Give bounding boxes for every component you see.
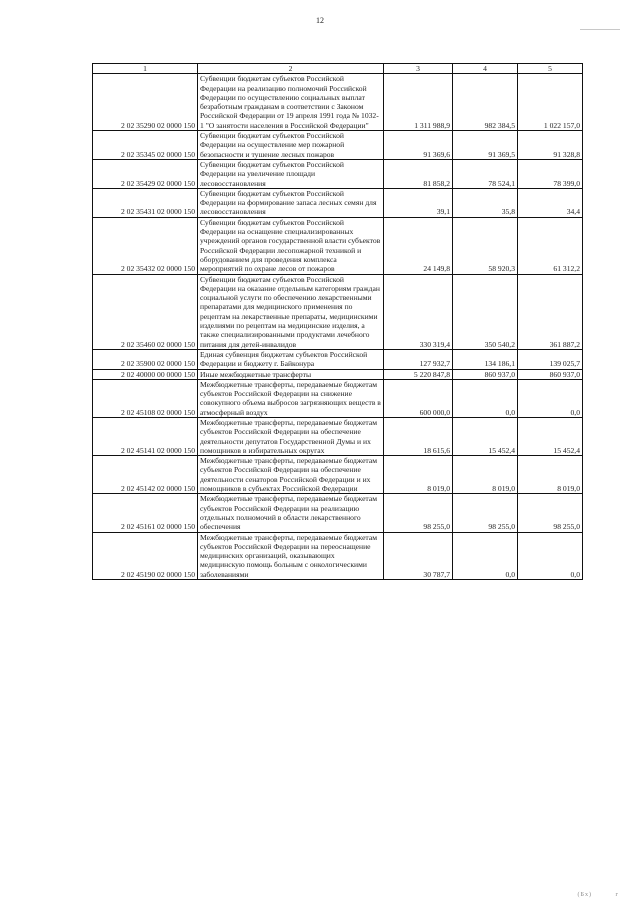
budget-description: Субвенции бюджетам субъектов Российской Федерации на увеличение площади лесовосстановления	[198, 159, 384, 188]
budget-code: 2 02 35900 02 0000 150	[93, 349, 198, 369]
budget-description: Субвенции бюджетам субъектов Российской Федерации на оснащение специализированных учреждений органов государственной власти субъектов Российской Федерации лесопожарной техникой и оборудованием для проведения комплекса мероприятий по охране лесов от пожаров	[198, 217, 384, 274]
amount-col-3: 5 220 847,8	[384, 369, 453, 379]
budget-code: 2 02 35429 02 0000 150	[93, 159, 198, 188]
amount-col-4: 134 186,1	[453, 349, 518, 369]
amount-col-4: 0,0	[453, 379, 518, 417]
amount-col-5: 8 019,0	[518, 456, 583, 494]
amount-col-3: 1 311 988,9	[384, 74, 453, 131]
budget-code: 2 02 45108 02 0000 150	[93, 379, 198, 417]
amount-col-5: 34,4	[518, 188, 583, 217]
budget-code: 2 02 45190 02 0000 150	[93, 532, 198, 579]
footer-scan-mark: (Бх)	[577, 892, 592, 898]
amount-col-3: 81 858,2	[384, 159, 453, 188]
budget-table	[92, 63, 583, 580]
footer-corner-mark: г	[615, 892, 618, 898]
header-col-3: 3	[384, 64, 453, 74]
budget-description: Субвенции бюджетам субъектов Российской Федерации на осуществление мер пожарной безопасности и тушение лесных пожаров	[198, 131, 384, 160]
amount-col-3: 18 615,6	[384, 417, 453, 455]
table-row	[93, 379, 583, 417]
table-row	[93, 532, 583, 579]
budget-description: Межбюджетные трансферты, передаваемые бюджетам субъектов Российской Федерации на обеспечение деятельности сенаторов Российской Федерации и их помощников в субъектах Российской Федерации	[198, 456, 384, 494]
header-col-1: 1	[93, 64, 198, 74]
budget-code: 2 02 45141 02 0000 150	[93, 417, 198, 455]
budget-description: Субвенции бюджетам субъектов Российской Федерации на реализацию полномочий Российской Федерации по осуществлению социальных выплат безработным гражданам в соответствии с Законом Российской Федерации от 19 апреля 1991 года № 1032-1 "О занятости населения в Российской Федерации"	[198, 74, 384, 131]
budget-code: 2 02 35345 02 0000 150	[93, 131, 198, 160]
budget-description: Межбюджетные трансферты, передаваемые бюджетам субъектов Российской Федерации на переоснащение медицинских организаций, оказывающих медицинскую помощь больным с онкологическими заболеваниями	[198, 532, 384, 579]
amount-col-4: 35,8	[453, 188, 518, 217]
amount-col-5: 15 452,4	[518, 417, 583, 455]
amount-col-3: 30 787,7	[384, 532, 453, 579]
amount-col-5: 61 312,2	[518, 217, 583, 274]
amount-col-4: 0,0	[453, 532, 518, 579]
amount-col-3: 600 000,0	[384, 379, 453, 417]
budget-code: 2 02 35431 02 0000 150	[93, 188, 198, 217]
budget-description: Межбюджетные трансферты, передаваемые бюджетам субъектов Российской Федерации на реализацию отдельных полномочий в области лекарственного обеспечения	[198, 494, 384, 532]
header-col-2: 2	[198, 64, 384, 74]
amount-col-3: 127 932,7	[384, 349, 453, 369]
amount-col-3: 24 149,8	[384, 217, 453, 274]
table-row	[93, 274, 583, 349]
amount-col-4: 860 937,0	[453, 369, 518, 379]
table-row	[93, 159, 583, 188]
table-row	[93, 417, 583, 455]
amount-col-4: 982 384,5	[453, 74, 518, 131]
amount-col-5: 139 025,7	[518, 349, 583, 369]
amount-col-3: 39,1	[384, 188, 453, 217]
amount-col-4: 8 019,0	[453, 456, 518, 494]
budget-code: 2 02 35432 02 0000 150	[93, 217, 198, 274]
header-col-5: 5	[518, 64, 583, 74]
table-row	[93, 349, 583, 369]
amount-col-4: 78 524,1	[453, 159, 518, 188]
table-row	[93, 494, 583, 532]
table-row	[93, 456, 583, 494]
corner-scan-mark	[580, 29, 620, 30]
header-col-4: 4	[453, 64, 518, 74]
amount-col-4: 15 452,4	[453, 417, 518, 455]
budget-description: Межбюджетные трансферты, передаваемые бюджетам субъектов Российской Федерации на обеспечение деятельности депутатов Государственной Думы и их помощников в избирательных округах	[198, 417, 384, 455]
table-row	[93, 217, 583, 274]
table-row	[93, 188, 583, 217]
amount-col-4: 350 540,2	[453, 274, 518, 349]
budget-description: Иные межбюджетные трансферты	[198, 369, 384, 379]
page-number: 12	[316, 16, 324, 25]
amount-col-5: 860 937,0	[518, 369, 583, 379]
budget-code: 2 02 40000 00 0000 150	[93, 369, 198, 379]
budget-code: 2 02 35460 02 0000 150	[93, 274, 198, 349]
amount-col-3: 98 255,0	[384, 494, 453, 532]
amount-col-4: 58 920,3	[453, 217, 518, 274]
budget-description: Субвенции бюджетам субъектов Российской Федерации на формирование запаса лесных семян для лесовосстановления	[198, 188, 384, 217]
amount-col-5: 1 022 157,0	[518, 74, 583, 131]
table-row	[93, 131, 583, 160]
budget-code: 2 02 45161 02 0000 150	[93, 494, 198, 532]
amount-col-5: 78 399,0	[518, 159, 583, 188]
budget-description: Единая субвенция бюджетам субъектов Российской Федерации и бюджету г. Байконура	[198, 349, 384, 369]
amount-col-5: 98 255,0	[518, 494, 583, 532]
amount-col-3: 8 019,0	[384, 456, 453, 494]
amount-col-3: 91 369,6	[384, 131, 453, 160]
amount-col-5: 361 887,2	[518, 274, 583, 349]
amount-col-5: 0,0	[518, 379, 583, 417]
budget-description: Субвенции бюджетам субъектов Российской Федерации на оказание отдельным категориям граждан социальной услуги по обеспечению лекарственными препаратами для медицинского применения по рецептам на лекарственные препараты, медицинскими изделиями по рецептам на медицинские изделия, а также специализированными продуктами лечебного питания для детей-инвалидов	[198, 274, 384, 349]
table-row	[93, 74, 583, 131]
table-row	[93, 369, 583, 379]
budget-description: Межбюджетные трансферты, передаваемые бюджетам субъектов Российской Федерации на снижение совокупного объема выбросов загрязняющих веществ в атмосферный воздух	[198, 379, 384, 417]
amount-col-5: 0,0	[518, 532, 583, 579]
amount-col-4: 98 255,0	[453, 494, 518, 532]
budget-code: 2 02 35290 02 0000 150	[93, 74, 198, 131]
amount-col-5: 91 328,8	[518, 131, 583, 160]
amount-col-3: 330 319,4	[384, 274, 453, 349]
table-header-row	[93, 64, 583, 74]
amount-col-4: 91 369,5	[453, 131, 518, 160]
budget-code: 2 02 45142 02 0000 150	[93, 456, 198, 494]
